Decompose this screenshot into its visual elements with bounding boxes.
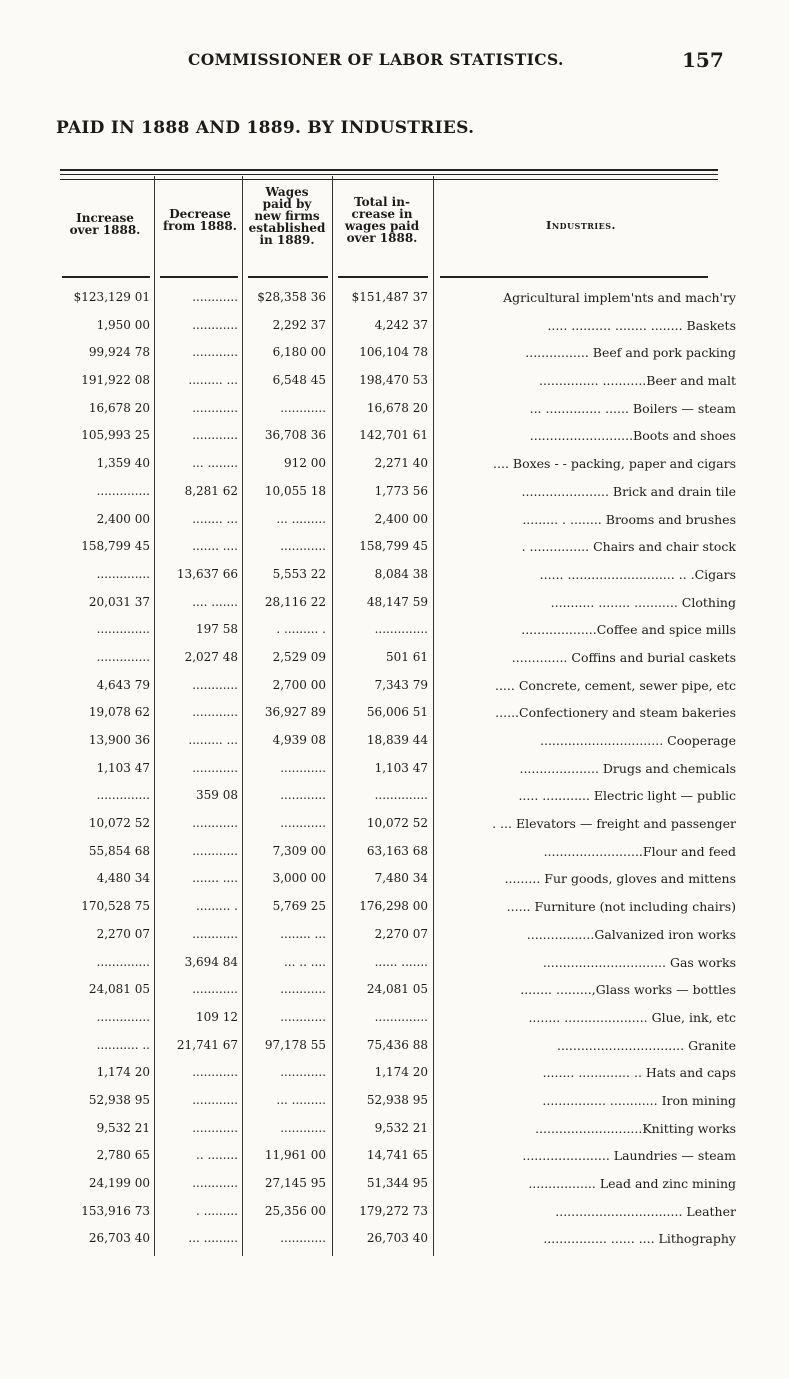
cell-industry: ................ ............ Iron mining: [542, 1092, 736, 1108]
cell-new-firms: ............: [280, 760, 326, 775]
cell-increase: 2,780 65: [96, 1148, 150, 1163]
cell-increase: ..............: [96, 954, 150, 969]
cell-increase: 20,031 37: [88, 594, 150, 609]
cell-new-firms: 10,055 18: [264, 483, 326, 498]
cell-new-firms: 5,553 22: [272, 566, 326, 581]
cell-decrease: 3,694 84: [184, 954, 238, 969]
running-head: [0, 48, 789, 74]
cell-new-firms: ... .. ....: [284, 954, 326, 969]
cell-increase: 52,938 95: [88, 1092, 150, 1107]
cell-decrease: ............: [192, 1176, 238, 1190]
cell-increase: 9,532 21: [96, 1120, 150, 1135]
cell-increase: 105,993 25: [81, 428, 150, 443]
cell-total: 142,701 61: [359, 428, 428, 443]
cell-new-firms: 36,708 36: [264, 428, 326, 443]
page-number: 157: [682, 48, 724, 72]
cell-new-firms: ............: [280, 788, 326, 803]
cell-total: 10,072 52: [366, 816, 428, 831]
cell-increase: ..............: [96, 483, 150, 498]
cell-total: 501 61: [386, 649, 428, 664]
table-row: [0, 313, 789, 341]
header-rule: [62, 276, 150, 278]
cell-new-firms: 27,145 95: [264, 1176, 326, 1190]
cell-new-firms: 6,548 45: [272, 373, 326, 388]
top-rule: [60, 179, 718, 180]
cell-decrease: ............: [192, 982, 238, 997]
header-rule: [440, 276, 708, 278]
cell-decrease: ... ........: [192, 456, 238, 471]
top-rule: [60, 174, 718, 175]
cell-total: 14,741 65: [366, 1148, 428, 1163]
cell-industry: .........................Flour and feed: [543, 843, 736, 859]
table-row: [0, 562, 789, 590]
cell-industry: ................................ Leather: [555, 1203, 736, 1219]
cell-decrease: ............: [192, 317, 238, 332]
cell-increase: 26,703 40: [88, 1231, 150, 1246]
cell-decrease: ............: [192, 1065, 238, 1080]
cell-new-firms: ............: [280, 1231, 326, 1246]
cell-increase: 24,081 05: [88, 982, 150, 997]
cell-new-firms: 2,292 37: [272, 317, 326, 332]
cell-decrease: .... .......: [192, 594, 238, 609]
table-row: [0, 368, 789, 396]
cell-decrease: 2,027 48: [184, 649, 238, 664]
cell-total: 16,678 20: [366, 400, 428, 415]
table-row: [0, 1116, 789, 1144]
table-row: [0, 894, 789, 922]
cell-industry: ...................Coffee and spice mills: [521, 622, 736, 638]
cell-total: 75,436 88: [366, 1037, 428, 1052]
cell-new-firms: 36,927 89: [264, 705, 326, 720]
cell-decrease: ............: [192, 1120, 238, 1135]
table-row: [0, 866, 789, 894]
cell-industry: ..... .......... ........ ........ Baskets: [547, 317, 736, 333]
cell-industry: ..........................Boots and shoes: [529, 428, 736, 444]
cell-decrease: 13,637 66: [176, 566, 238, 581]
cell-total: 52,938 95: [366, 1092, 428, 1107]
cell-total: 56,006 51: [366, 705, 428, 720]
cell-industry: ................ ...... .... Lithography: [543, 1231, 736, 1247]
table-row: [0, 451, 789, 479]
cell-increase: 13,900 36: [88, 733, 150, 747]
running-title: COMMISSIONER OF LABOR STATISTICS.: [188, 50, 564, 69]
cell-increase: ..............: [96, 788, 150, 803]
cell-decrease: 359 08: [196, 788, 238, 803]
cell-industry: .............. Coffins and burial caskets: [511, 649, 736, 665]
table-row: [0, 423, 789, 451]
cell-industry: ......... . ........ Brooms and brushes: [522, 511, 736, 527]
cell-decrease: ......... ...: [188, 733, 238, 747]
cell-industry: ...................... Brick and drain tile: [521, 483, 736, 499]
table-row: [0, 839, 789, 867]
table-row: [0, 1199, 789, 1227]
cell-total: 106,104 78: [359, 345, 428, 360]
cell-decrease: ............: [192, 760, 238, 775]
cell-new-firms: 4,939 08: [272, 733, 326, 747]
cell-new-firms: ............: [280, 982, 326, 997]
table-row: [0, 756, 789, 784]
cell-total: 8,084 38: [374, 566, 428, 581]
cell-industry: Agricultural implem'nts and mach'ry: [503, 290, 736, 305]
cell-increase: ..............: [96, 566, 150, 581]
cell-increase: ........... ..: [96, 1037, 150, 1052]
table-row: [0, 590, 789, 618]
cell-total: 4,242 37: [374, 317, 428, 332]
header-rule: [160, 276, 238, 278]
cell-decrease: .. ........: [196, 1148, 238, 1163]
cell-decrease: 8,281 62: [184, 483, 238, 498]
cell-industry: ...... ........................... .. .Cigars: [539, 566, 736, 582]
cell-industry: ........ ..................... Glue, ink, etc: [528, 1009, 736, 1025]
cell-total: 7,480 34: [374, 871, 428, 886]
cell-decrease: 197 58: [196, 622, 238, 637]
cell-decrease: ............: [192, 816, 238, 831]
cell-total: 2,270 07: [374, 926, 428, 941]
cell-increase: 24,199 00: [88, 1176, 150, 1190]
cell-new-firms: ............: [280, 816, 326, 831]
cell-industry: ...... Furniture (not including chairs): [506, 899, 736, 915]
cell-new-firms: ............: [280, 1009, 326, 1024]
cell-increase: 191,922 08: [81, 373, 150, 388]
cell-increase: 1,103 47: [96, 760, 150, 775]
table-row: [0, 1171, 789, 1199]
cell-decrease: ... .........: [188, 1231, 238, 1246]
table-row: [0, 977, 789, 1005]
table-row: [0, 950, 789, 978]
table-row: [0, 1005, 789, 1033]
cell-industry: ..... ............ Electric light — public: [518, 788, 736, 804]
cell-industry: . ... Elevators — freight and passenger: [492, 816, 736, 832]
cell-decrease: ............: [192, 400, 238, 415]
cell-new-firms: ............: [280, 1120, 326, 1135]
cell-decrease: 21,741 67: [176, 1037, 238, 1052]
cell-increase: 153,916 73: [81, 1203, 150, 1218]
cell-industry: .... Boxes - - packing, paper and cigars: [493, 456, 736, 472]
cell-industry: ................. Lead and zinc mining: [528, 1176, 736, 1191]
table-row: [0, 534, 789, 562]
table-row: [0, 811, 789, 839]
cell-total: 2,271 40: [374, 456, 428, 471]
cell-total: 51,344 95: [366, 1176, 428, 1190]
cell-increase: 99,924 78: [88, 345, 150, 360]
cell-industry: ............... ...........Beer and malt: [538, 373, 736, 389]
cell-increase: 1,174 20: [96, 1065, 150, 1080]
table-row: [0, 1060, 789, 1088]
column-header-total: Total in- crease in wages paid over 1888.: [344, 195, 420, 245]
cell-increase: 4,643 79: [96, 677, 150, 692]
cell-industry: ...........................Knitting works: [535, 1120, 736, 1136]
cell-total: 63,163 68: [366, 843, 428, 858]
cell-increase: 170,528 75: [81, 899, 150, 914]
cell-decrease: ............: [192, 926, 238, 941]
top-rule: [60, 169, 718, 171]
cell-new-firms: 11,961 00: [264, 1148, 326, 1163]
table-row: [0, 700, 789, 728]
cell-increase: ..............: [96, 1009, 150, 1024]
cell-increase: 10,072 52: [88, 816, 150, 831]
cell-increase: 2,270 07: [96, 926, 150, 941]
cell-increase: 1,359 40: [96, 456, 150, 471]
cell-total: ..............: [374, 622, 428, 637]
cell-total: 1,174 20: [374, 1065, 428, 1080]
cell-decrease: 109 12: [196, 1009, 238, 1024]
cell-total: 24,081 05: [366, 982, 428, 997]
cell-increase: 158,799 45: [81, 539, 150, 554]
cell-new-firms: ............: [280, 539, 326, 554]
column-header-increase: Increase over 1888.: [69, 211, 141, 237]
cell-new-firms: . ......... .: [276, 622, 326, 637]
cell-new-firms: ........ ...: [280, 926, 326, 941]
cell-new-firms: 3,000 00: [272, 871, 326, 886]
cell-decrease: ............: [192, 1092, 238, 1107]
table-row: [0, 507, 789, 535]
table-row: [0, 1033, 789, 1061]
table-row: [0, 783, 789, 811]
cell-decrease: . .........: [196, 1203, 238, 1218]
cell-total: ...... .......: [374, 954, 428, 969]
cell-new-firms: 2,529 09: [272, 649, 326, 664]
cell-industry: ..... Concrete, cement, sewer pipe, etc: [494, 677, 736, 693]
cell-industry: . ............... Chairs and chair stock: [521, 539, 736, 555]
cell-decrease: ............: [192, 290, 238, 304]
table-subtitle: PAID IN 1888 AND 1889. BY INDUSTRIES.: [56, 118, 475, 138]
cell-decrease: ....... ....: [192, 539, 238, 554]
column-header-industries: Industries.: [545, 218, 617, 232]
cell-new-firms: ............: [280, 1065, 326, 1080]
table-row: [0, 922, 789, 950]
cell-total: 26,703 40: [366, 1231, 428, 1246]
table-row: [0, 396, 789, 424]
table-body: [0, 285, 789, 1254]
cell-new-firms: 912 00: [284, 456, 326, 471]
cell-new-firms: ... .........: [276, 1092, 326, 1107]
cell-total: 198,470 53: [359, 373, 428, 388]
cell-total: 48,147 59: [366, 594, 428, 609]
cell-decrease: ......... .: [196, 899, 238, 914]
cell-industry: ... .............. ...... Boilers — steam: [529, 400, 736, 416]
cell-total: ..............: [374, 1009, 428, 1024]
cell-total: 2,400 00: [374, 511, 428, 526]
cell-new-firms: 6,180 00: [272, 345, 326, 360]
cell-industry: ......... Fur goods, gloves and mittens: [504, 871, 736, 887]
table-row: [0, 1226, 789, 1254]
cell-increase: $123,129 01: [73, 290, 150, 304]
cell-total: 9,532 21: [374, 1120, 428, 1135]
cell-decrease: ............: [192, 843, 238, 858]
cell-decrease: ............: [192, 677, 238, 692]
cell-increase: 16,678 20: [88, 400, 150, 415]
cell-increase: 2,400 00: [96, 511, 150, 526]
cell-industry: ........ .........,Glass works — bottles: [520, 982, 736, 998]
table-row: [0, 1143, 789, 1171]
cell-new-firms: 5,769 25: [272, 899, 326, 914]
table-row: [0, 479, 789, 507]
column-header-new-firms: Wages paid by new firms established in 1889.: [248, 185, 326, 247]
cell-industry: ........... ........ ........... Clothing: [550, 594, 736, 610]
cell-new-firms: 25,356 00: [264, 1203, 326, 1218]
cell-decrease: ........ ...: [192, 511, 238, 526]
cell-increase: 19,078 62: [88, 705, 150, 720]
table-row: [0, 645, 789, 673]
cell-increase: 1,950 00: [96, 317, 150, 332]
table-row: [0, 285, 789, 313]
cell-new-firms: 97,178 55: [264, 1037, 326, 1052]
cell-total: 179,272 73: [359, 1203, 428, 1218]
cell-increase: ..............: [96, 622, 150, 637]
cell-new-firms: 7,309 00: [272, 843, 326, 858]
cell-total: 158,799 45: [359, 539, 428, 554]
table-row: [0, 617, 789, 645]
cell-total: 18,839 44: [366, 733, 428, 747]
cell-decrease: ....... ....: [192, 871, 238, 886]
cell-increase: 4,480 34: [96, 871, 150, 886]
cell-industry: .................... Drugs and chemicals: [519, 760, 736, 776]
cell-decrease: ......... ...: [188, 373, 238, 388]
cell-total: 1,773 56: [374, 483, 428, 498]
cell-decrease: ............: [192, 345, 238, 360]
cell-industry: ................................ Granite: [556, 1037, 736, 1053]
table-row: [0, 728, 789, 756]
cell-new-firms: 28,116 22: [264, 594, 326, 609]
cell-new-firms: ... .........: [276, 511, 326, 526]
cell-decrease: ............: [192, 705, 238, 720]
table-row: [0, 340, 789, 368]
header-rule: [338, 276, 428, 278]
cell-industry: .................Galvanized iron works: [526, 926, 736, 942]
cell-decrease: ............: [192, 428, 238, 443]
cell-total: ..............: [374, 788, 428, 803]
cell-total: 1,103 47: [374, 760, 428, 775]
cell-industry: ................ Beef and pork packing: [525, 345, 736, 361]
cell-increase: ..............: [96, 649, 150, 664]
cell-industry: ............................... Cooperage: [540, 733, 736, 748]
cell-industry: ...................... Laundries — steam: [522, 1148, 736, 1164]
table-row: [0, 673, 789, 701]
table-row: [0, 1088, 789, 1116]
cell-new-firms: 2,700 00: [272, 677, 326, 692]
cell-increase: 55,854 68: [88, 843, 150, 858]
cell-new-firms: ............: [280, 400, 326, 415]
cell-industry: ............................... Gas works: [542, 954, 736, 970]
cell-total: 7,343 79: [374, 677, 428, 692]
cell-total: 176,298 00: [359, 899, 428, 914]
cell-industry: ........ ............. .. Hats and caps: [542, 1065, 736, 1081]
header-rule: [248, 276, 328, 278]
cell-total: $151,487 37: [351, 290, 428, 304]
cell-industry: ......Confectionery and steam bakeries: [495, 705, 736, 721]
cell-new-firms: $28,358 36: [257, 290, 326, 304]
column-header-decrease: Decrease from 1888.: [163, 207, 237, 233]
